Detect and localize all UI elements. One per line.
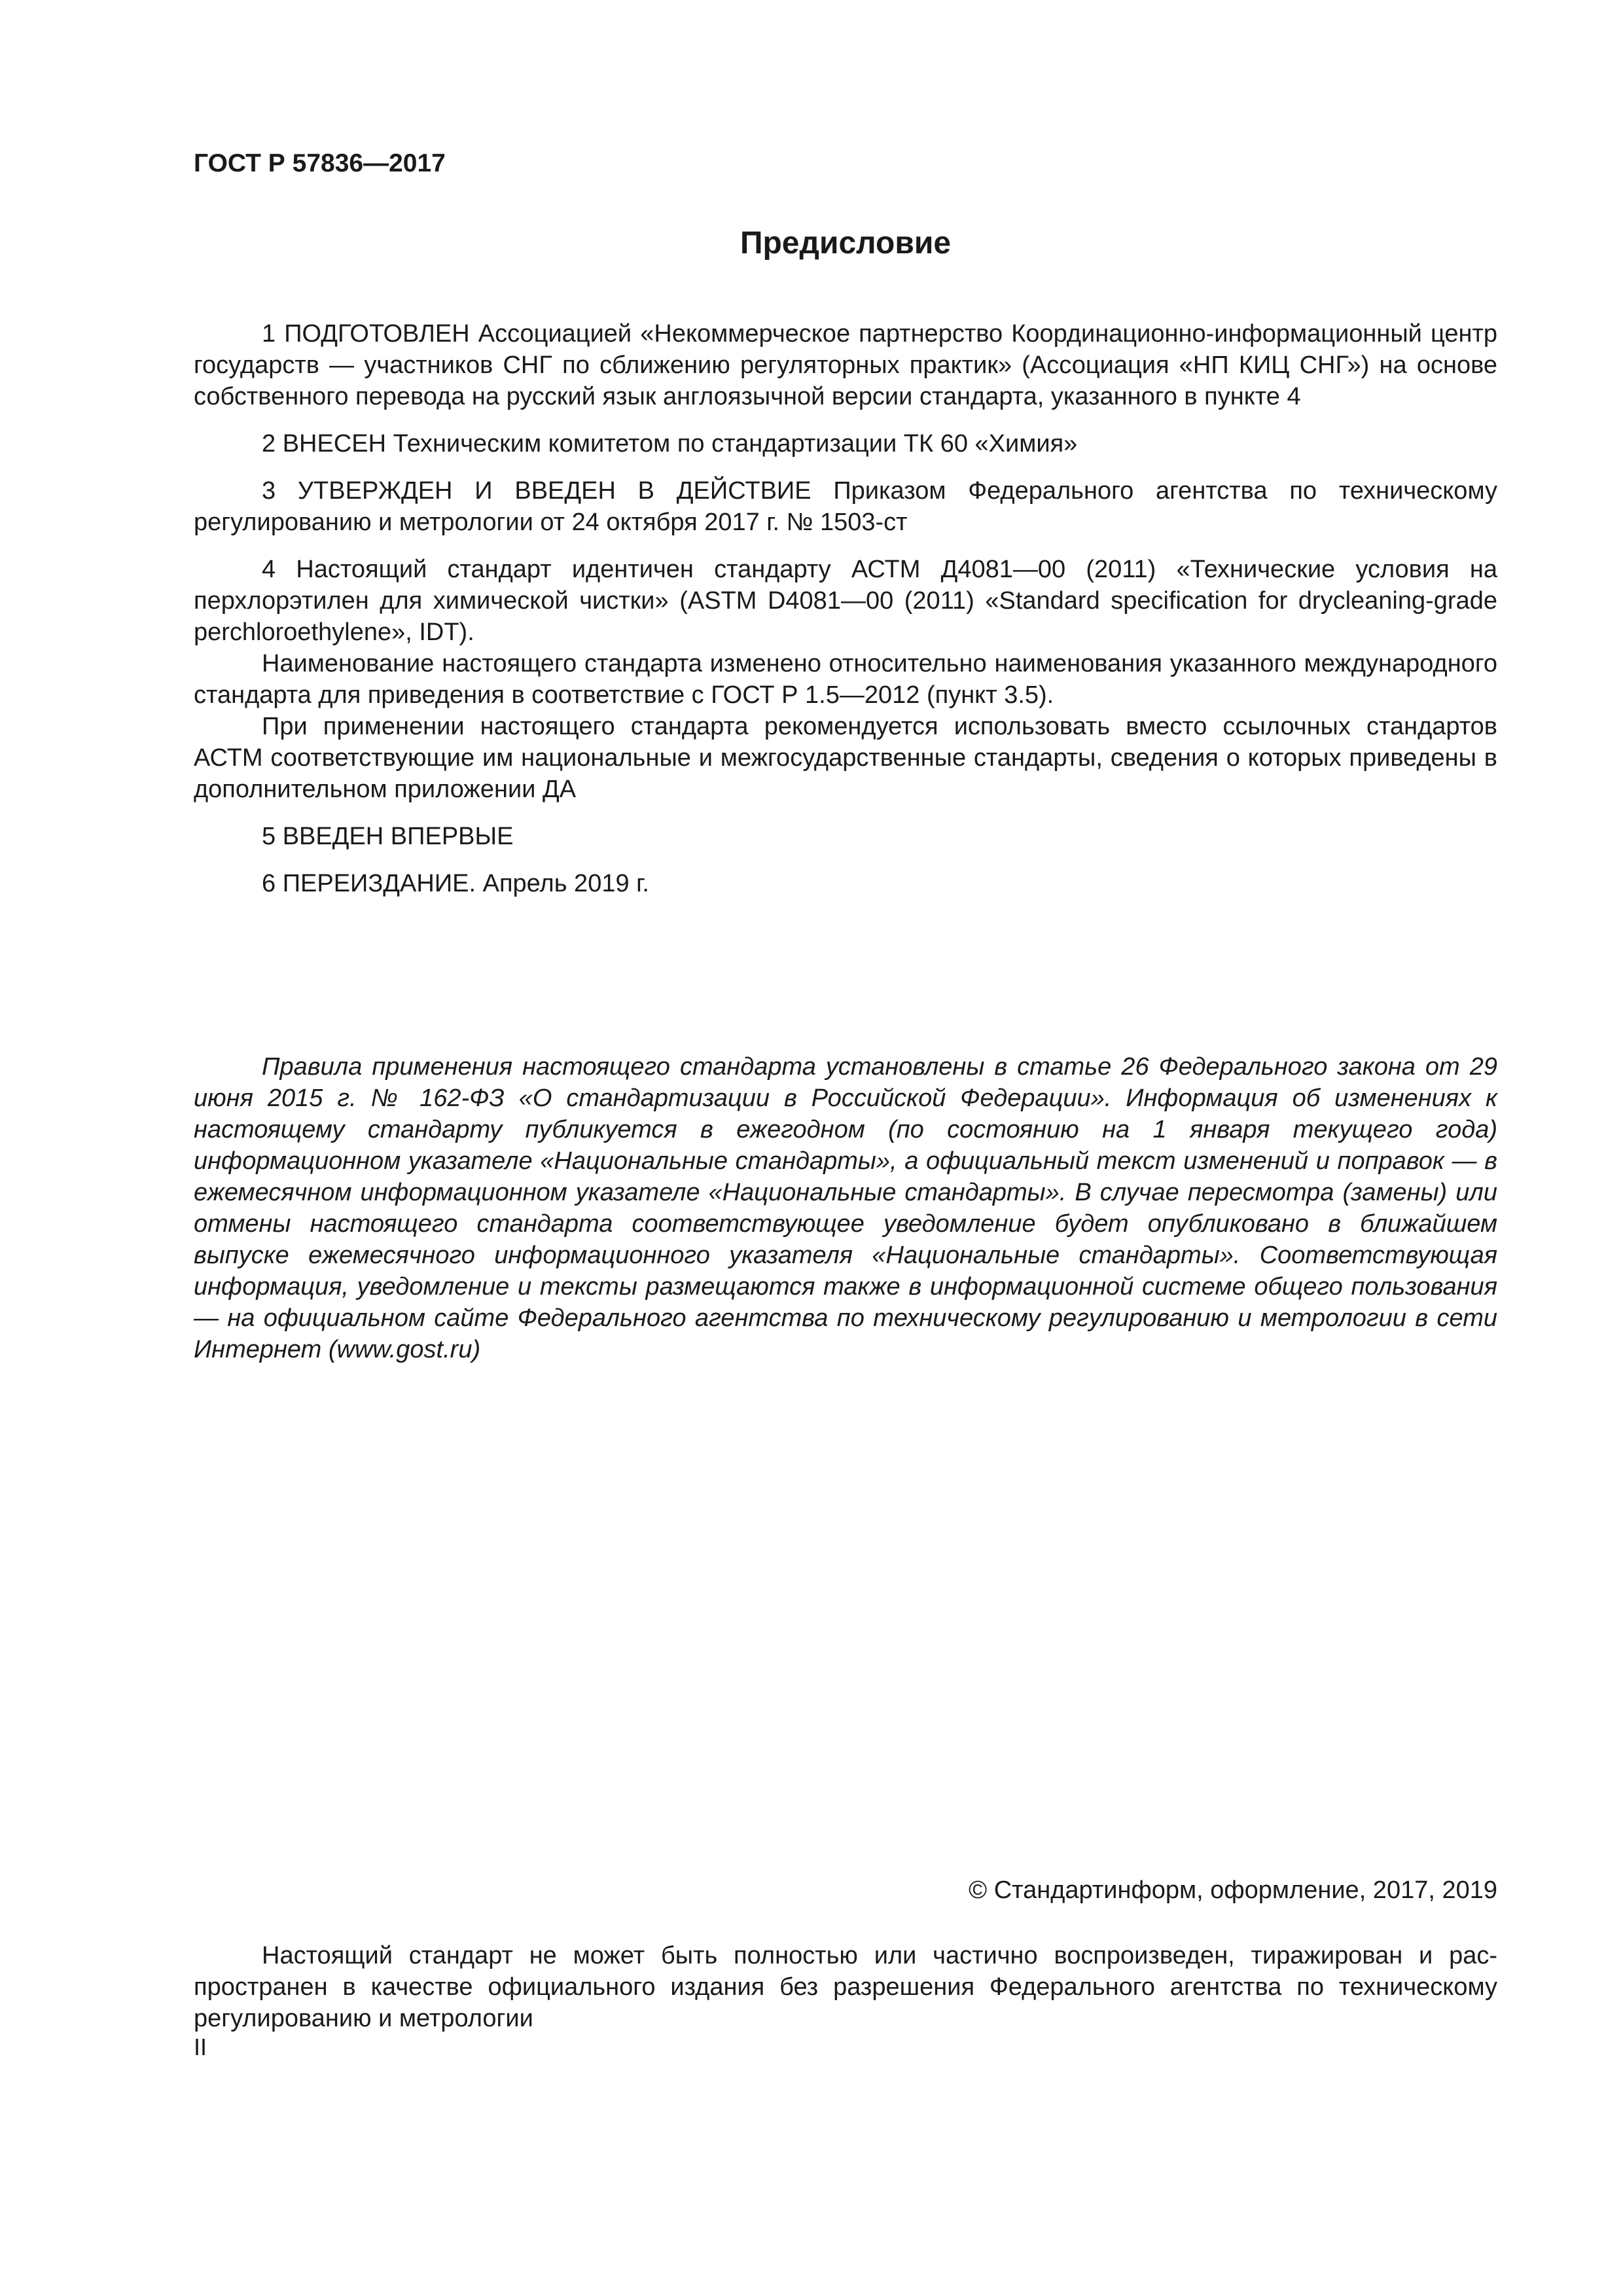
foreword-item-4-paragraph-3: При применении настоящего стандарта рекомендуется использовать вместо ссылочных стандартов АСТМ соответствующие им национальные и межгосударственные стандарты, сведения о которых приведены в дополнительном приложении ДА (194, 713, 1497, 803)
page-number: II (194, 2034, 207, 2060)
foreword-item-4: 4 Настоящий стандарт идентичен стандарту АСТМ Д4081—00 (2011) «Технические условия на перхлорэтилен для химической чистки» (ASTM D4081—00 (2011) «Standard specification for drycleaning-grade perchloroethylene», IDT). (194, 556, 1497, 646)
copyright-line: © Стандартинформ, оформление, 2017, 2019 (969, 1876, 1497, 1904)
foreword-item-2: 2 ВНЕСЕН Техническим комитетом по стандартизации ТК 60 «Химия» (262, 430, 1078, 457)
application-rules-notice: Правила применения настоящего стандарта установлены в статье 26 Федерального закона от 29 июня 2015 г. № 162-ФЗ «О стандартизации в Российской Федерации». Информация об изменениях к настоящему стандарту публикуется в ежегодном (по состоянию на 1 января текущего года) информационном указателе «Национальные стандарты», а официальный текст изменений и поправок — в ежемесячном информационном указателе «Национальные стандарты». В случае пересмотра (замены) или отмены настоящего стандарта соответствующее уведомление будет опубликовано в ближайшем выпуске ежемесячного информационного указателя «Национальные стандарты». Соответствующая информация, уведомление и тексты размещаются также в информационной системе общего пользования — на официальном сайте Федерального агентства по техническому регулированию и метрологии в сети Интернет (www.gost.ru) (194, 1053, 1497, 1363)
foreword-item-1: 1 ПОДГОТОВЛЕН Ассоциацией «Некоммерческое партнерство Координационно-информационный центр государств — участников СНГ по сближению регуляторных практик» (Ассоциация «НП КИЦ СНГ») на основе собственного перевода на русский язык англоязычной версии стандарта, указанного в пункте 4 (194, 320, 1497, 410)
document-page (194, 0, 1497, 2296)
page-title: Предисловие (740, 226, 952, 260)
reproduction-rights-notice: Настоящий стандарт не может быть полностью или частично воспроизведен, тиражирован и распространен в качестве официального издания без разрешения Федерального агентства по техническому регулированию и метрологии (194, 1942, 1497, 2032)
document-designation: ГОСТ Р 57836—2017 (194, 149, 446, 177)
foreword-item-6: 6 ПЕРЕИЗДАНИЕ. Апрель 2019 г. (262, 870, 649, 897)
foreword-item-4-paragraph-2: Наименование настоящего стандарта изменено относительно наименования указанного международного стандарта для приведения в соответствие с ГОСТ Р 1.5—2012 (пункт 3.5). (194, 650, 1497, 709)
foreword-item-5: 5 ВВЕДЕН ВПЕРВЫЕ (262, 823, 514, 850)
foreword-items (194, 318, 1497, 899)
foreword-item-3: 3 УТВЕРЖДЕН И ВВЕДЕН В ДЕЙСТВИЕ Приказом Федерального агентства по техническому регулированию и метрологии от 24 октября 2017 г. № 1503-ст (194, 477, 1497, 536)
